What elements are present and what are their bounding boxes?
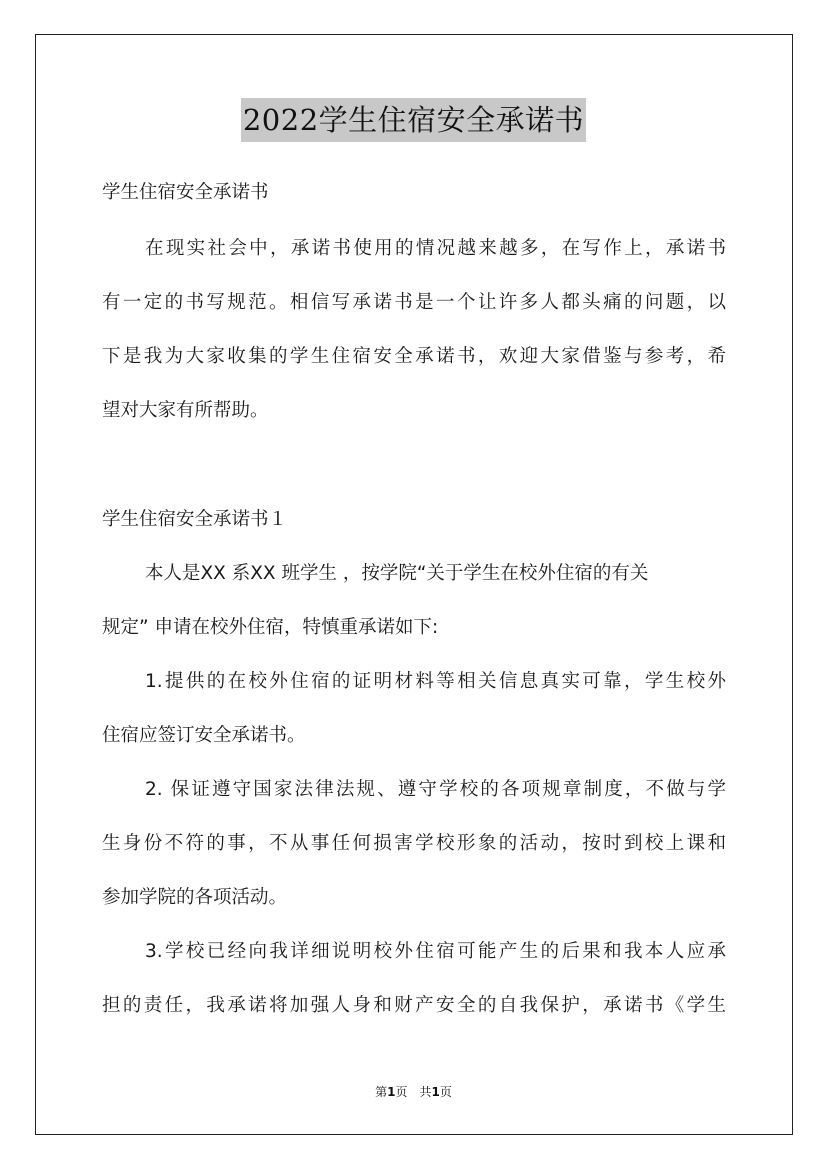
intro-line-3: 下是我为大家收集的学生住宿安全承诺书，欢迎大家借鉴与参考，希 [102,346,726,367]
body-line-2: 规定” 申请在校外住宿，特慎重承诺如下: [102,617,439,638]
title-container [0,98,827,142]
document-title: 2022学生住宿安全承诺书 [241,98,586,142]
section-heading: 学生住宿安全承诺书 [102,182,269,203]
footer-prefix: 第 [375,1085,388,1099]
page-footer [0,1084,827,1100]
intro-line-1: 在现实社会中，承诺书使用的情况越来越多，在写作上，承诺书 [145,238,726,259]
intro-line-2: 有一定的书写规范。相信写承诺书是一个让许多人都头痛的问题，以 [102,292,726,313]
body-line-5: 2. 保证遵守国家法律法规、遵守学校的各项规章制度，不做与学 [145,779,726,800]
subheading: 学生住宿安全承诺书１ [102,509,288,530]
body-line-7: 参加学院的各项活动。 [102,887,288,908]
body-line-4: 住宿应签订安全承诺书。 [102,725,306,746]
body-line-1: 本人是XX 系XX 班学生 ，按学院“关于学生在校外住宿的有关 [145,563,649,584]
body-line-8: 3.学校已经向我详细说明校外住宿可能产生的后果和我本人应承 [145,941,726,962]
body-line-6: 生身份不符的事，不从事任何损害学校形象的活动，按时到校上课和 [102,833,726,854]
footer-total-pages: 1 [431,1085,440,1099]
footer-suffix: 页 [439,1085,452,1099]
footer-mid: 页 共 [395,1085,432,1099]
body-line-3: 1.提供的在校外住宿的证明材料等相关信息真实可靠，学生校外 [145,671,726,692]
body-line-9: 担的责任，我承诺将加强人身和财产安全的自我保护，承诺书《学生 [102,995,726,1016]
intro-line-4: 望对大家有所帮助。 [102,400,269,421]
footer-page-number: 1 [387,1085,396,1099]
